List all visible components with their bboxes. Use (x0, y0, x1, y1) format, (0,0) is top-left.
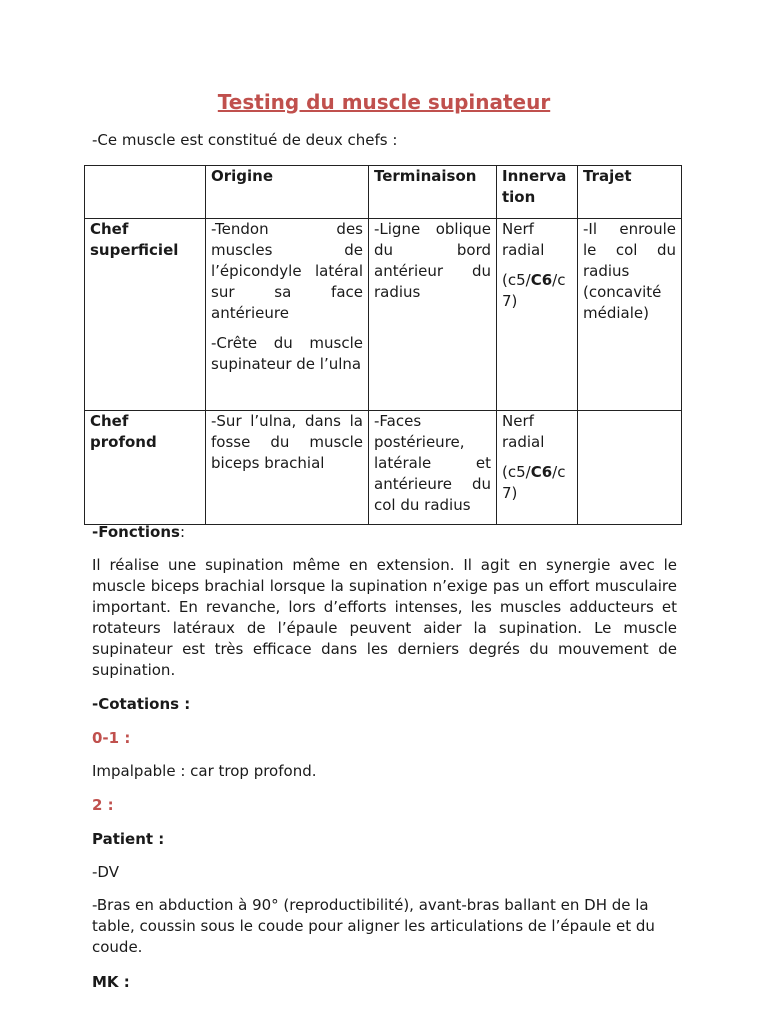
patient-heading: Patient : (92, 830, 165, 848)
grade-01-heading: 0-1 : (92, 729, 131, 747)
origine-cell (206, 411, 369, 525)
grade-2-heading: 2 : (92, 796, 114, 814)
muscle-table (84, 165, 682, 525)
terminaison-cell: -Faces postérieure, latérale et antérieure du col du radius (369, 411, 497, 525)
patient-position: -DV (92, 863, 119, 881)
cotations-heading: -Cotations : (92, 695, 191, 713)
chef-cell: Chef superficiel (85, 219, 206, 411)
table-header-terminaison: Terminaison (369, 166, 497, 219)
patient-detail: -Bras en abduction à 90° (reproductibilité), avant-bras ballant en DH de la table, coussin sous le coude pour aligner les articulations de l’épaule et du coude. (92, 896, 655, 956)
table-header-row (85, 166, 682, 219)
origine-line: -Tendon des muscles de l’épicondyle latéral sur sa face antérieure (211, 220, 363, 322)
table-row (85, 411, 682, 525)
innervation-nerf: Nerf radial (502, 220, 545, 259)
innervation-roots: (c5/C6/c7) (502, 463, 566, 502)
innervation-cell (497, 411, 578, 525)
document-title: Testing du muscle supinateur (217, 90, 551, 114)
innervation-cell (497, 219, 578, 411)
origine-line: -Crête du muscle supinateur de l’ulna (211, 334, 363, 373)
table-header-origine: Origine (206, 166, 369, 219)
intro-text: -Ce muscle est constitué de deux chefs : (92, 131, 398, 149)
table-header-innervation: Innervation (497, 166, 578, 219)
chef-cell: Chef profond (85, 411, 206, 525)
table-row (85, 219, 682, 411)
table-header-cell (85, 166, 206, 219)
origine-line: -Sur l’ulna, dans la fosse du muscle biceps brachial (211, 412, 363, 472)
innervation-nerf: Nerf radial (502, 412, 545, 451)
fonctions-heading: -Fonctions: (92, 523, 186, 541)
terminaison-cell: -Ligne oblique du bord antérieur du radius (369, 219, 497, 411)
grade-01-text: Impalpable : car trop profond. (92, 762, 317, 780)
fonctions-paragraph: Il réalise une supination même en extension. Il agit en synergie avec le muscle biceps brachial lorsque la supination n’exige pas un effort musculaire important. En revanche, lors d’efforts intenses, les muscles adducteurs et rotateurs latéraux de l’épaule peuvent aider la supination. Le muscle supinateur est très efficace dans les derniers degrés du mouvement de supination. (92, 556, 677, 679)
trajet-cell: -Il enroule le col du radius (concavité médiale) (578, 219, 682, 411)
mk-heading: MK : (92, 973, 130, 991)
origine-cell (206, 219, 369, 411)
trajet-cell (578, 411, 682, 525)
table-header-trajet: Trajet (578, 166, 682, 219)
innervation-roots: (c5/C6/c7) (502, 271, 566, 310)
